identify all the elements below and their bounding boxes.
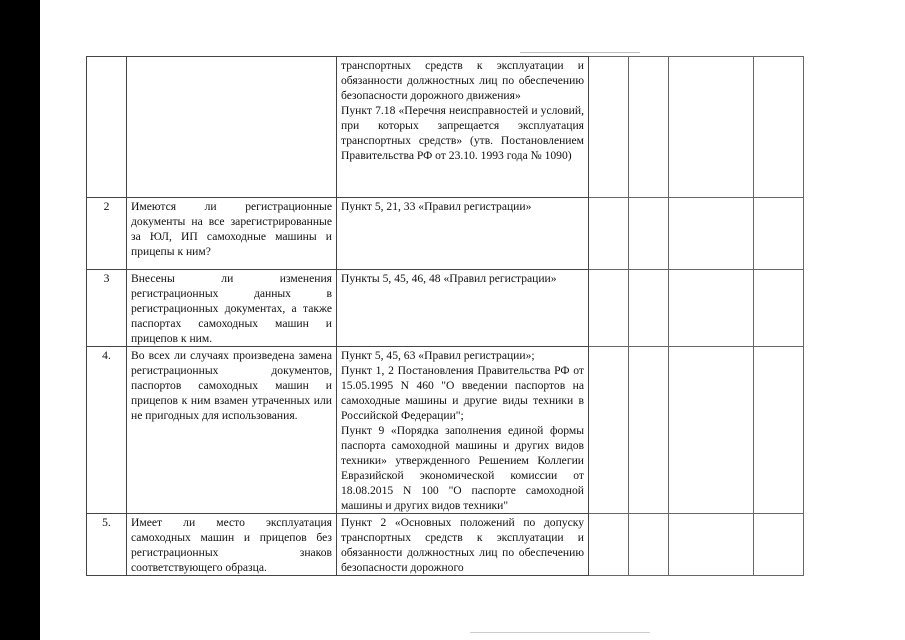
answer-cell-yes	[589, 57, 629, 198]
check-question: Во всех ли случаях произведена замена регистрационных документов, паспортов самоходных машин и прицепов к ним взамен утраченных или не пригодных для использования.	[127, 347, 337, 514]
answer-cell-no	[629, 57, 669, 198]
check-question: Имеет ли место эксплуатация самоходных машин и прицепов без регистрационных знаков соответствующего образца.	[127, 514, 337, 576]
reference-text	[341, 515, 584, 575]
table-row	[87, 514, 804, 576]
notes-cell	[754, 57, 804, 198]
legal-reference	[337, 347, 589, 514]
scan-left-edge	[0, 0, 40, 640]
reference-paragraph: Пункт 2 «Основных положений по допуску транспортных средств к эксплуатации и обязанности должностных лиц по обеспечению безопасности дорожного	[341, 516, 584, 574]
answer-cell-na	[669, 514, 754, 576]
row-number: 2	[87, 198, 127, 270]
notes-cell	[754, 347, 804, 514]
reference-text	[341, 348, 584, 513]
answer-cell-yes	[589, 347, 629, 514]
answer-cell-na	[669, 57, 754, 198]
answer-cell-no	[629, 347, 669, 514]
reference-text	[341, 58, 584, 163]
reference-paragraph: Пункт 9 «Порядка заполнения единой формы паспорта самоходной машины и других видов техники» утвержденного Решением Коллегии Евразийской экономической комиссии от 18.08.2015 N 100 "О паспорте самоходной машины и других видов техники"	[341, 424, 584, 512]
table-row	[87, 57, 804, 198]
answer-cell-yes	[589, 198, 629, 270]
table-row	[87, 270, 804, 347]
reference-paragraph: Пункт 1, 2 Постановления Правительства РФ от 15.05.1995 N 460 "О введении паспортов на самоходные машины и другие виды техники в Российской Федерации";	[341, 364, 584, 422]
scan-artifact-line	[520, 52, 640, 53]
scan-artifact-line-bottom	[470, 632, 650, 633]
notes-cell	[754, 514, 804, 576]
row-number: 3	[87, 270, 127, 347]
table-row	[87, 198, 804, 270]
answer-cell-yes	[589, 270, 629, 347]
answer-cell-no	[629, 270, 669, 347]
answer-cell-yes	[589, 514, 629, 576]
answer-cell-no	[629, 514, 669, 576]
table-row	[87, 347, 804, 514]
check-question: Внесены ли изменения регистрационных данных в регистрационных документах, а также паспортах самоходных машин и прицепов к ним.	[127, 270, 337, 347]
answer-cell-na	[669, 198, 754, 270]
answer-cell-na	[669, 270, 754, 347]
check-question	[127, 57, 337, 198]
reference-paragraph: Пункт 5, 21, 33 «Правил регистрации»	[341, 200, 532, 213]
row-number	[87, 57, 127, 198]
row-number: 4.	[87, 347, 127, 514]
notes-cell	[754, 198, 804, 270]
reference-text	[341, 271, 584, 286]
notes-cell	[754, 270, 804, 347]
row-number: 5.	[87, 514, 127, 576]
reference-paragraph: транспортных средств к эксплуатации и обязанности должностных лиц по обеспечению безопасности дорожного движения»	[341, 59, 584, 102]
checklist-table	[86, 56, 804, 576]
answer-cell-na	[669, 347, 754, 514]
legal-reference	[337, 270, 589, 347]
reference-paragraph: Пункт 7.18 «Перечня неисправностей и условий, при которых запрещается эксплуатация транспортных средств» (утв. Постановлением Правительства РФ от 23.10. 1993 года № 1090)	[341, 104, 584, 162]
legal-reference	[337, 57, 589, 198]
reference-paragraph: Пункт 5, 45, 63 «Правил регистрации»;	[341, 349, 535, 362]
reference-text	[341, 199, 584, 214]
legal-reference	[337, 514, 589, 576]
check-question: Имеются ли регистрационные документы на все зарегистрированные за ЮЛ, ИП самоходные машины и прицепы к ним?	[127, 198, 337, 270]
legal-reference	[337, 198, 589, 270]
reference-paragraph: Пункты 5, 45, 46, 48 «Правил регистрации»	[341, 272, 557, 285]
answer-cell-no	[629, 198, 669, 270]
